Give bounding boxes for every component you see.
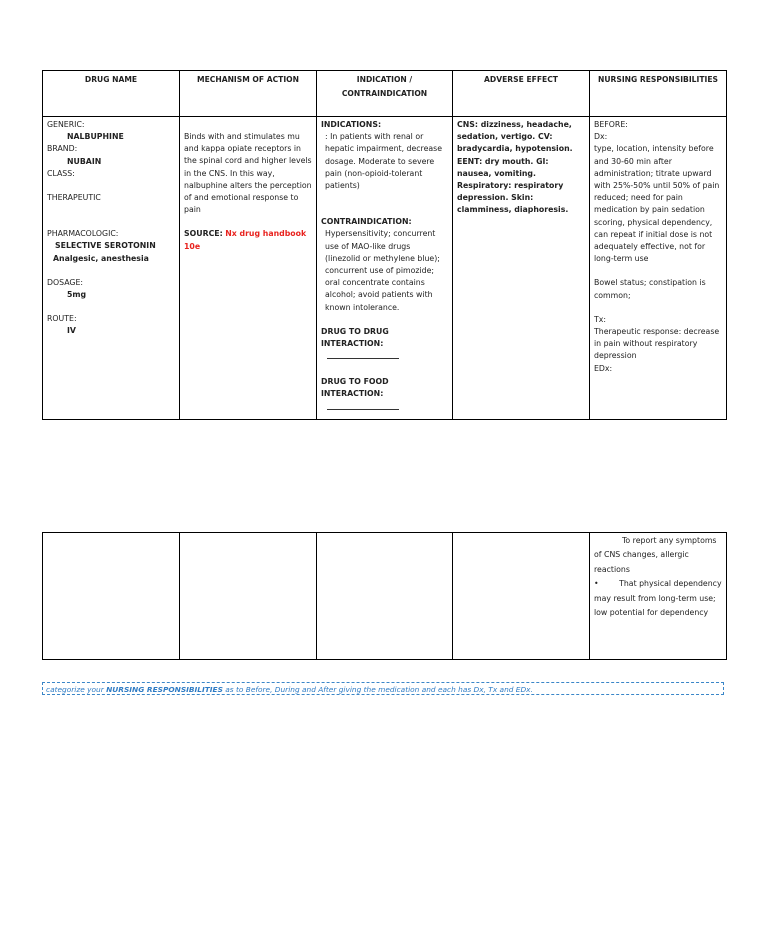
edx-label: EDx: [594,363,613,373]
drug-to-drug-label: DRUG TO DRUG INTERACTION: [321,326,389,349]
drug-to-food-label: DRUG TO FOOD INTERACTION: [321,377,389,399]
drug-study-table-continued [42,532,727,660]
bullet-item [594,577,722,620]
header-nursing [590,71,727,117]
header-drug-name [43,71,180,117]
header-adverse [453,71,590,117]
mechanism-cell [180,117,317,420]
brand-label: BRAND: [47,144,78,154]
empty-cell-4 [453,533,590,660]
class-label: CLASS: [47,168,75,178]
empty-cell-3 [317,533,453,660]
empty-cell-1 [43,533,180,660]
pharmacologic-label: PHARMACOLOGIC: [47,229,119,239]
indications-text: : In patients with renal or hepatic impairment, decrease dosage. Moderate to severe pain (non-opioid-tolerant patients) [325,132,443,191]
generic-value: NALBUPHINE [67,132,124,142]
drug-study-table [42,70,727,420]
drug-name-cell [43,117,180,420]
contraindication-label: CONTRAINDICATION: [321,217,412,227]
pharmacologic-value-2: Analgesic, anesthesia [53,253,149,263]
indications-label: INDICATIONS: [321,120,382,129]
source-label: SOURCE: [184,229,223,239]
header-drug-name-text: DRUG NAME [84,75,138,84]
dependency-text: That physical dependency may result from long-term use; low potential for dependency [594,579,722,618]
therapeutic-label: THERAPEUTIC [47,193,101,203]
instruction-note [42,682,724,695]
adverse-text: CNS: dizziness, headache, sedation, vertigo. CV: bradycardia, hypotension. EENT: dry mouth. GI: nausea, vomiting. Respiratory: respiratory depression. Skin: clamminess, diaphoresis. [457,120,573,215]
report-text: To report any symptoms of CNS changes, allergic reactions [594,536,717,574]
note-part-2: NURSING RESPONSIBILITIES [106,685,223,694]
bowel-text: Bowel status; constipation is common; [594,278,706,300]
dx-label: Dx: [594,132,608,142]
note-part-1: categorize your [46,685,104,694]
header-indication [317,71,453,117]
drug-to-drug-blank [327,350,399,359]
dx-text: type, location, intensity before and 30-60 min after administration; titrate upward with 25%-50% until 50% of pain reduced; need for pain medication by pain sedation scoring, physical dependency, can repeat if initial dose is not adequately effective, not for long-term use [594,144,720,264]
header-contraindication-text: CONTRAINDICATION [341,89,428,98]
nursing-cell-continued [590,533,727,660]
mechanism-text: Binds with and stimulates mu and kappa opiate receptors in the spinal cord and higher levels in the CNS. In this way, nalbuphine alters the perception of and emotional response to pain [184,132,312,215]
route-label: ROUTE: [47,314,77,324]
route-value: IV [67,326,76,336]
note-part-3: as to Before, During and After giving the medication and each has Dx, Tx and EDx. [225,685,533,694]
empty-cell-2 [180,533,317,660]
drug-to-food-blank [327,401,399,410]
adverse-cell [453,117,590,420]
header-mechanism-text: MECHANISM OF ACTION [197,75,299,84]
pharmacologic-value: SELECTIVE SEROTONIN [55,241,156,251]
source-value: Nx drug handbook 10e [184,229,307,251]
indication-cell [317,117,453,420]
tx-label: Tx: [594,314,607,324]
before-label: BEFORE: [594,120,628,129]
dosage-value: 5mg [67,290,87,300]
contraindication-text: Hypersensitivity; concurrent use of MAO-like drugs (linezolid or methylene blue); concurrent use of pimozide; oral concentrate contains alcohol; avoid patients with known intolerance. [325,229,440,312]
header-adverse-text: ADVERSE EFFECT [484,75,558,84]
generic-label: GENERIC: [47,120,85,129]
table-row [43,117,727,420]
header-indication-text: INDICATION / [356,75,413,84]
brand-value: NUBAIN [67,156,102,166]
header-nursing-text: NURSING RESPONSIBILITIES [597,75,718,84]
dosage-label: DOSAGE: [47,277,84,287]
source-line [184,228,312,252]
bullet-icon: • [594,579,599,589]
header-mechanism [180,71,317,117]
nursing-cell [590,117,727,420]
table-row [43,533,727,660]
tx-text: Therapeutic response: decrease in pain without respiratory depression [594,327,720,361]
table-header-row [43,71,727,117]
